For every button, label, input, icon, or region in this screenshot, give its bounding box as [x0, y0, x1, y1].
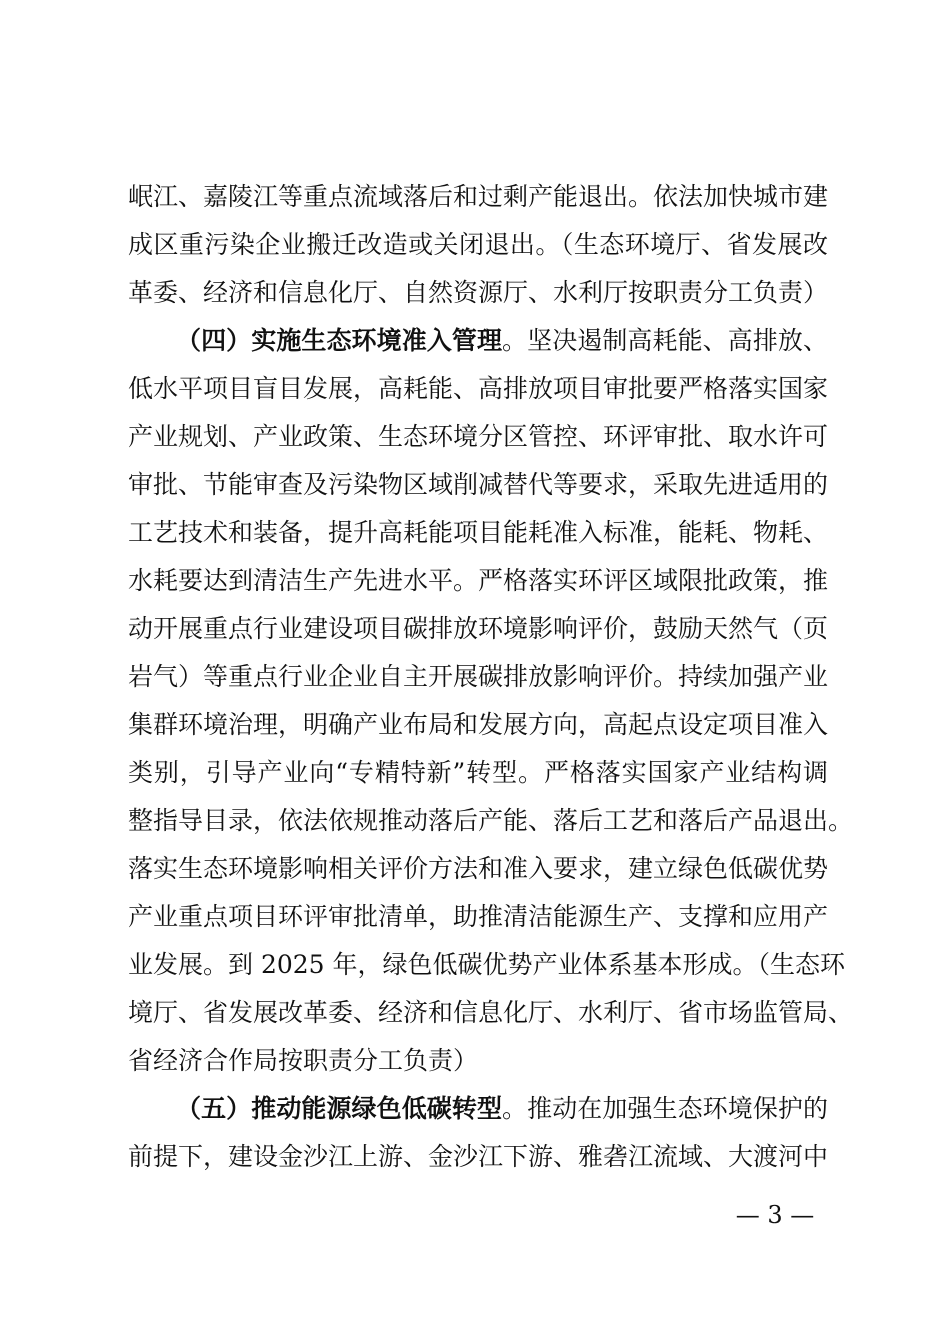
body-line: 工艺技术和装备，提升高耗能项目能耗准入标准，能耗、物耗、	[128, 518, 829, 547]
body-line: 岩气）等重点行业企业自主开展碳排放影响评价。持续加强产业	[128, 662, 829, 691]
body-line: 集群环境治理，明确产业布局和发展方向，高起点设定项目准入	[128, 710, 829, 739]
body-line: 类别，引导产业向“专精特新”转型。严格落实国家产业结构调	[128, 758, 828, 787]
section-heading-five: （五）推动能源绿色低碳转型	[176, 1094, 503, 1123]
section-five-first-line	[176, 1086, 828, 1132]
body-line: 革委、经济和信息化厅、自然资源厅、水利厅按职责分工负责）	[128, 278, 829, 307]
section-heading-four: （四）实施生态环境准入管理	[176, 326, 503, 355]
body-text: 。推动在加强生态环境保护的	[502, 1094, 828, 1123]
body-line: 动开展重点行业建设项目碳排放环境影响评价，鼓励天然气（页	[128, 614, 829, 643]
body-line: 岷江、嘉陵江等重点流域落后和过剩产能退出。依法加快城市建	[128, 182, 829, 211]
body-line: 整指导目录，依法依规推动落后产能、落后工艺和落后产品退出。	[128, 806, 854, 835]
body-line: 境厅、省发展改革委、经济和信息化厅、水利厅、省市场监管局、	[128, 998, 854, 1027]
body-text: 。坚决遏制高耗能、高排放、	[502, 326, 828, 355]
page-number: — 3 —	[735, 1201, 815, 1229]
body-line: 水耗要达到清洁生产先进水平。严格落实环评区域限批政策，推	[128, 566, 829, 595]
section-four-first-line	[176, 318, 828, 364]
body-line: 成区重污染企业搬迁改造或关闭退出。（生态环境厅、省发展改	[128, 230, 828, 259]
body-line: 低水平项目盲目发展，高耗能、高排放项目审批要严格落实国家	[128, 374, 829, 403]
body-line: 产业重点项目环评审批清单，助推清洁能源生产、支撑和应用产	[128, 902, 829, 931]
body-line: 省经济合作局按职责分工负责）	[128, 1046, 479, 1075]
body-line: 产业规划、产业政策、生态环境分区管控、环评审批、取水许可	[128, 422, 829, 451]
body-line: 落实生态环境影响相关评价方法和准入要求，建立绿色低碳优势	[128, 854, 829, 883]
body-line: 审批、节能审查及污染物区域削减替代等要求，采取先进适用的	[128, 470, 829, 499]
body-line: 前提下，建设金沙江上游、金沙江下游、雅砻江流域、大渡河中	[128, 1142, 829, 1171]
body-line: 业发展。到 2025 年，绿色低碳优势产业体系基本形成。（生态环	[128, 950, 846, 979]
